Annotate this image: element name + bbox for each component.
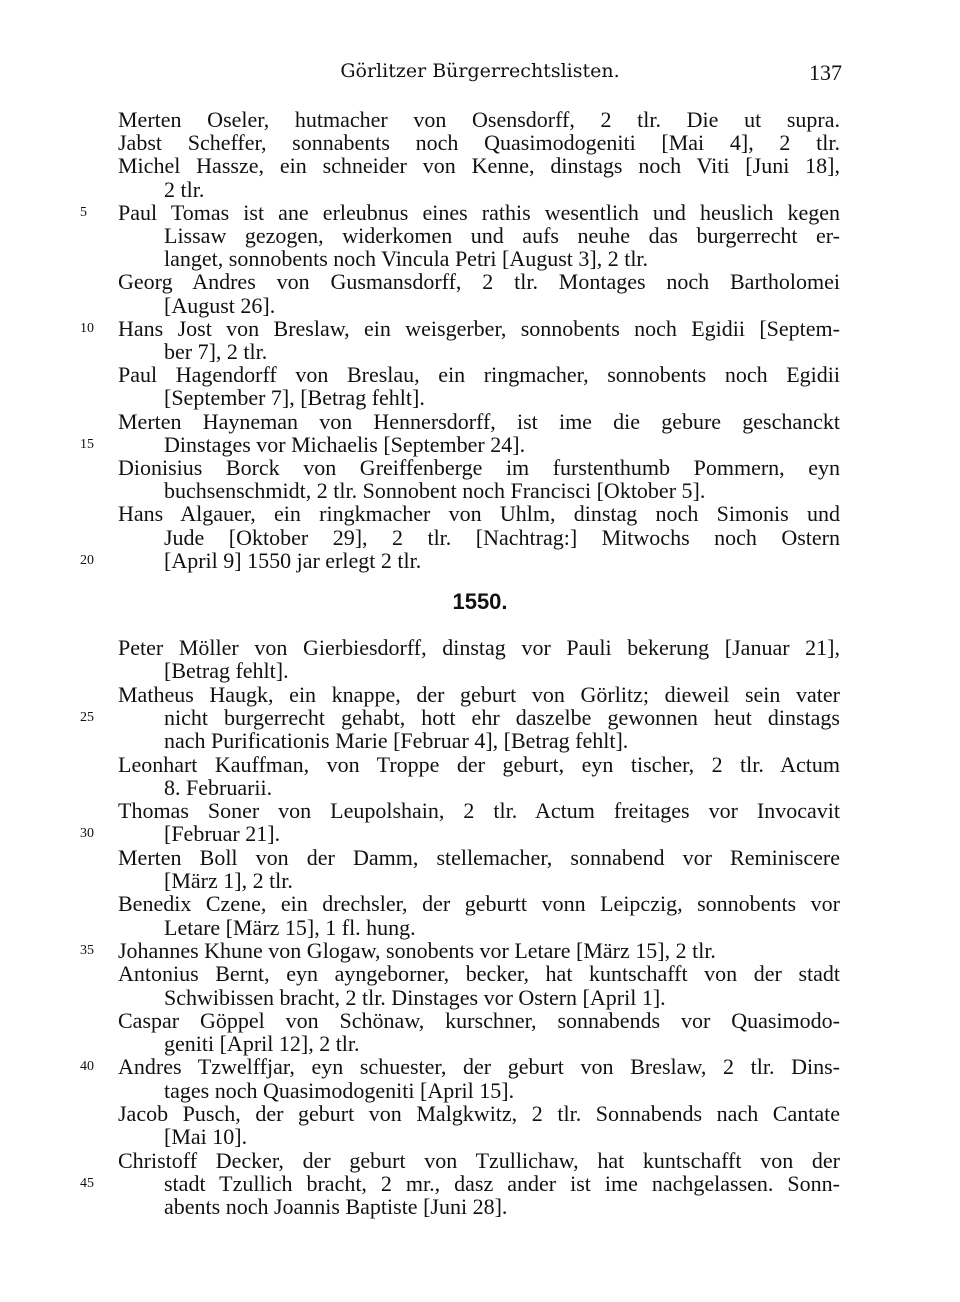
- line-text: Peter Möller von Gierbiesdorff, dinstag vor Pauli bekerung [Januar 21],: [118, 635, 840, 660]
- text-line: [0, 1195, 960, 1219]
- line-number: 40: [80, 1059, 94, 1075]
- text-line: [0, 1125, 960, 1149]
- line-number: 5: [80, 204, 87, 220]
- line-text: [April 9] 1550 jar erlegt 2 tlr.: [164, 547, 422, 573]
- text-line: [0, 892, 960, 916]
- line-text: Dionisius Borck von Greiffenberge im furstenthumb Pommern, eyn: [118, 455, 840, 480]
- text-line: [0, 636, 960, 660]
- text-line: [0, 340, 960, 364]
- text-line: [0, 799, 960, 823]
- line-text: nach Purificationis Marie [Februar 4], [Betrag fehlt].: [164, 728, 629, 754]
- line-text: geniti [April 12], 2 tlr.: [164, 1031, 360, 1057]
- text-line: [0, 822, 960, 846]
- line-text: [August 26].: [164, 292, 276, 318]
- line-text: Dinstages vor Michaelis [September 24].: [164, 431, 526, 457]
- line-text: Johannes Khune von Glogaw, sonobents vor Letare [März 15], 2 tlr.: [118, 937, 716, 963]
- line-number: 25: [80, 709, 94, 725]
- line-text: 2 tlr.: [164, 176, 205, 202]
- line-text: [Betrag fehlt].: [164, 658, 289, 684]
- text-line: [0, 201, 960, 225]
- line-text: Jacob Pusch, der geburt von Malgkwitz, 2 tlr. Sonnabends nach Cantate: [118, 1101, 840, 1126]
- text-line: [0, 776, 960, 800]
- text-line: [0, 1032, 960, 1056]
- running-title: Görlitzer Bürgerrechtslisten.: [340, 60, 620, 82]
- line-text: 8. Februarii.: [164, 774, 273, 800]
- line-text: nicht burgerrecht gehabt, hott ehr daszelbe gewonnen heut dinstags: [164, 704, 840, 730]
- text-line: [0, 1055, 960, 1079]
- text-line: [0, 939, 960, 963]
- line-number: 20: [80, 552, 94, 568]
- line-text: Antonius Bernt, eyn ayngeborner, becker, hat kuntschafft von der stadt: [118, 961, 840, 987]
- text-line: [0, 294, 960, 318]
- text-line: [0, 683, 960, 707]
- text-line: [0, 502, 960, 526]
- line-text: Christoff Decker, der geburt von Tzullichaw, hat kuntschafft von der: [118, 1147, 840, 1173]
- line-text: Andres Tzwelffjar, eyn schuester, der geburt von Breslaw, 2 tlr. Dins-: [118, 1054, 840, 1080]
- line-text: Thomas Soner von Leupolshain, 2 tlr. Actum freitages vor Invocavit: [118, 798, 840, 824]
- line-text: [September 7], [Betrag fehlt].: [164, 385, 425, 411]
- text-line: [0, 706, 960, 730]
- line-text: Jude [Oktober 29], 2 tlr. [Nachtrag:] Mitwochs noch Ostern: [164, 524, 840, 550]
- line-text: [Februar 21].: [164, 821, 281, 847]
- line-text: Caspar Göppel von Schönaw, kurschner, sonnabends vor Quasimodo-: [118, 1007, 840, 1033]
- text-line: [0, 869, 960, 893]
- line-text: ber 7], 2 tlr.: [164, 339, 268, 364]
- line-number: 30: [80, 826, 94, 842]
- text-line: [0, 433, 960, 457]
- text-line: [0, 1172, 960, 1196]
- line-text: [Mai 10].: [164, 1124, 248, 1150]
- line-text: Leonhart Kauffman, von Troppe der geburt, eyn tischer, 2 tlr. Actum: [118, 751, 840, 777]
- text-line: [0, 962, 960, 986]
- text-line: [0, 729, 960, 753]
- line-text: Jabst Scheffer, sonnabents noch Quasimodogeniti [Mai 4], 2 tlr.: [118, 130, 840, 156]
- line-text: Merten Oseler, hutmacher von Osensdorff, 2 tlr. Die ut supra.: [118, 107, 840, 132]
- line-text: abents noch Joannis Baptiste [Juni 28].: [164, 1194, 508, 1220]
- line-number: 15: [80, 436, 94, 452]
- line-text: Merten Hayneman von Hennersdorff, ist ime die gebure geschanckt: [118, 408, 840, 434]
- text-line: [0, 270, 960, 294]
- text-line: [0, 479, 960, 503]
- line-text: [März 1], 2 tlr.: [164, 868, 293, 893]
- text-line: [0, 846, 960, 870]
- line-text: buchsenschmidt, 2 tlr. Sonnobent noch Francisci [Oktober 5].: [164, 478, 706, 504]
- text-line: [0, 386, 960, 410]
- line-text: Hans Jost von Breslaw, ein weisgerber, sonnobents noch Egidii [Septem-: [118, 315, 840, 341]
- text-line: [0, 224, 960, 248]
- line-number: 45: [80, 1175, 94, 1191]
- line-text: Benedix Czene, ein drechsler, der geburtt vonn Leipczig, sonnobents vor: [118, 891, 840, 917]
- text-line: [0, 753, 960, 777]
- line-text: Michel Hassze, ein schneider von Kenne, dinstags noch Viti [Juni 18],: [118, 153, 840, 179]
- line-text: Schwibissen bracht, 2 tlr. Dinstages vor Ostern [April 1].: [164, 984, 666, 1010]
- text-line: [0, 154, 960, 178]
- page-number: 137: [809, 60, 842, 85]
- line-text: tages noch Quasimodogeniti [April 15].: [164, 1077, 515, 1103]
- line-text: Paul Hagendorff von Breslau, ein ringmacher, sonnobents noch Egidii: [118, 362, 840, 388]
- text-line: [0, 659, 960, 683]
- line-text: Merten Boll von der Damm, stellemacher, sonnabend vor Reminiscere: [118, 844, 840, 870]
- text-line: [0, 526, 960, 550]
- line-text: Paul Tomas ist ane erleubnus eines rathis wesentlich und heuslich kegen: [118, 199, 840, 225]
- line-text: Hans Algauer, ein ringkmacher von Uhlm, dinstag noch Simonis und: [118, 501, 840, 527]
- text-line: [0, 1149, 960, 1173]
- text-line: [0, 1079, 960, 1103]
- line-text: Lissaw gezogen, widerkomen und aufs neuhe das burgerrecht er-: [164, 223, 840, 248]
- line-text: stadt Tzullich bracht, 2 mr., dasz ander ist ime nachgelassen. Sonn-: [164, 1170, 840, 1196]
- text-line: [0, 131, 960, 155]
- text-line: [0, 916, 960, 940]
- text-line: [0, 456, 960, 480]
- text-line: [0, 1102, 960, 1126]
- text-line: [0, 410, 960, 434]
- line-number: 35: [80, 942, 94, 958]
- text-line: [0, 986, 960, 1010]
- year-heading: 1550.: [452, 589, 508, 614]
- text-line: [0, 363, 960, 387]
- text-line: [0, 247, 960, 271]
- line-text: Letare [März 15], 1 fl. hung.: [164, 914, 416, 940]
- text-line: [0, 549, 960, 573]
- line-text: Matheus Haugk, ein knappe, der geburt von Görlitz; dieweil sein vater: [118, 681, 840, 707]
- line-text: Georg Andres von Gusmansdorff, 2 tlr. Montages noch Bartholomei: [118, 269, 840, 295]
- text-line: [0, 1009, 960, 1033]
- text-line: [0, 317, 960, 341]
- line-number: 10: [80, 320, 94, 336]
- line-text: langet, sonnobents noch Vincula Petri [August 3], 2 tlr.: [164, 246, 649, 272]
- text-line: [0, 178, 960, 202]
- text-line: [0, 108, 960, 132]
